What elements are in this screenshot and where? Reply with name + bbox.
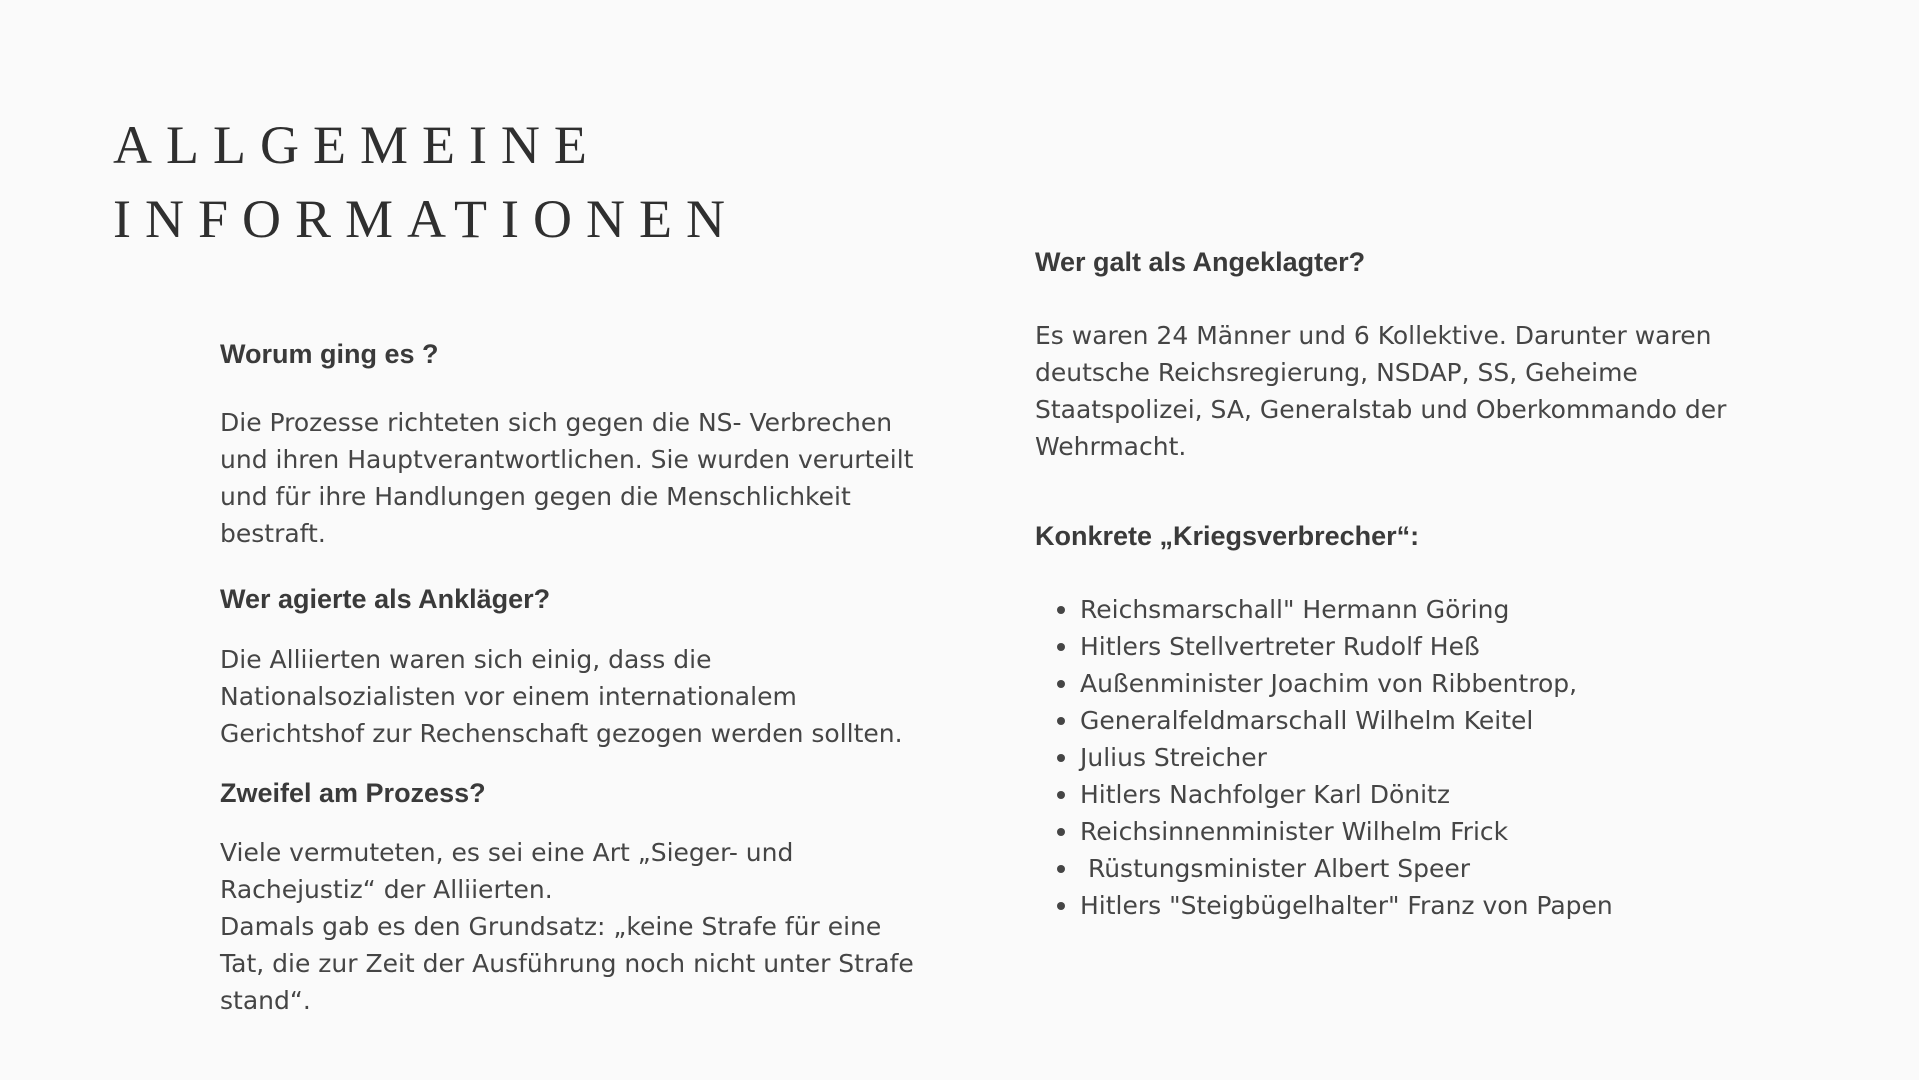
- text-line: und ihren Hauptverantwortlichen. Sie wurden verurteilt: [220, 445, 914, 474]
- list-item-text: Generalfeldmarschall Wilhelm Keitel: [1080, 706, 1534, 735]
- list-item: [1035, 813, 1795, 850]
- bullet-icon: [1057, 606, 1065, 614]
- list-item: [1035, 739, 1795, 776]
- text-line: stand“.: [220, 986, 311, 1015]
- paragraph-angeklagter: [1035, 317, 1795, 465]
- text-line: Tat, die zur Zeit der Ausführung noch nicht unter Strafe: [220, 949, 914, 978]
- list-item-text: Rüstungsminister Albert Speer: [1080, 854, 1471, 883]
- text-line: und für ihre Handlungen gegen die Menschlichkeit: [220, 482, 851, 511]
- left-column: [220, 336, 940, 1019]
- bullet-icon: [1057, 643, 1065, 651]
- list-item: [1035, 850, 1795, 887]
- defendants-list: [1035, 591, 1795, 924]
- heading-angeklagter: Wer galt als Angeklagter?: [1035, 247, 1366, 277]
- paragraph-zweifel: [220, 834, 940, 1019]
- bullet-icon: [1057, 791, 1065, 799]
- list-item-text: Reichsmarschall" Hermann Göring: [1080, 595, 1510, 624]
- list-item-text: Hitlers Stellvertreter Rudolf Heß: [1080, 632, 1480, 661]
- page-title: [113, 108, 739, 256]
- list-item: [1035, 628, 1795, 665]
- list-item-text: Außenminister Joachim von Ribbentrop,: [1080, 669, 1578, 698]
- heading-anklaeger: Wer agierte als Ankläger?: [220, 584, 551, 614]
- title-line-2: INFORMATIONEN: [113, 189, 739, 249]
- paragraph-anklaeger: [220, 641, 940, 752]
- list-item-text: Hitlers Nachfolger Karl Dönitz: [1080, 780, 1450, 809]
- bullet-icon: [1057, 865, 1065, 873]
- text-line: Die Alliierten waren sich einig, dass die: [220, 645, 712, 674]
- bullet-icon: [1057, 717, 1065, 725]
- bullet-icon: [1057, 680, 1065, 688]
- list-item: [1035, 887, 1795, 924]
- right-column: [1035, 244, 1795, 924]
- heading-kriegsverbrecher: Konkrete „Kriegsverbrecher“:: [1035, 521, 1420, 551]
- list-item: [1035, 702, 1795, 739]
- text-line: Wehrmacht.: [1035, 432, 1187, 461]
- text-line: Es waren 24 Männer und 6 Kollektive. Darunter waren: [1035, 321, 1712, 350]
- list-item: [1035, 591, 1795, 628]
- bullet-icon: [1057, 902, 1065, 910]
- heading-zweifel: Zweifel am Prozess?: [220, 778, 486, 808]
- text-line: Viele vermuteten, es sei eine Art „Sieger- und: [220, 838, 794, 867]
- bullet-icon: [1057, 754, 1065, 762]
- title-line-1: ALLGEMEINE: [113, 115, 601, 175]
- list-item: [1035, 665, 1795, 702]
- text-line: deutsche Reichsregierung, NSDAP, SS, Geheime: [1035, 358, 1638, 387]
- text-line: Rachejustiz“ der Alliierten.: [220, 875, 553, 904]
- paragraph-worum: [220, 404, 940, 552]
- list-item-text: Hitlers "Steigbügelhalter" Franz von Papen: [1080, 891, 1613, 920]
- list-item: [1035, 776, 1795, 813]
- list-item-text: Reichsinnenminister Wilhelm Frick: [1080, 817, 1509, 846]
- list-item-text: Julius Streicher: [1080, 743, 1267, 772]
- text-line: Die Prozesse richteten sich gegen die NS- Verbrechen: [220, 408, 893, 437]
- text-line: bestraft.: [220, 519, 326, 548]
- bullet-icon: [1057, 828, 1065, 836]
- heading-worum: Worum ging es ?: [220, 339, 439, 369]
- text-line: Staatspolizei, SA, Generalstab und Oberkommando der: [1035, 395, 1727, 424]
- text-line: Gerichtshof zur Rechenschaft gezogen werden sollten.: [220, 719, 903, 748]
- text-line: Nationalsozialisten vor einem internationalem: [220, 682, 797, 711]
- text-line: Damals gab es den Grundsatz: „keine Strafe für eine: [220, 912, 882, 941]
